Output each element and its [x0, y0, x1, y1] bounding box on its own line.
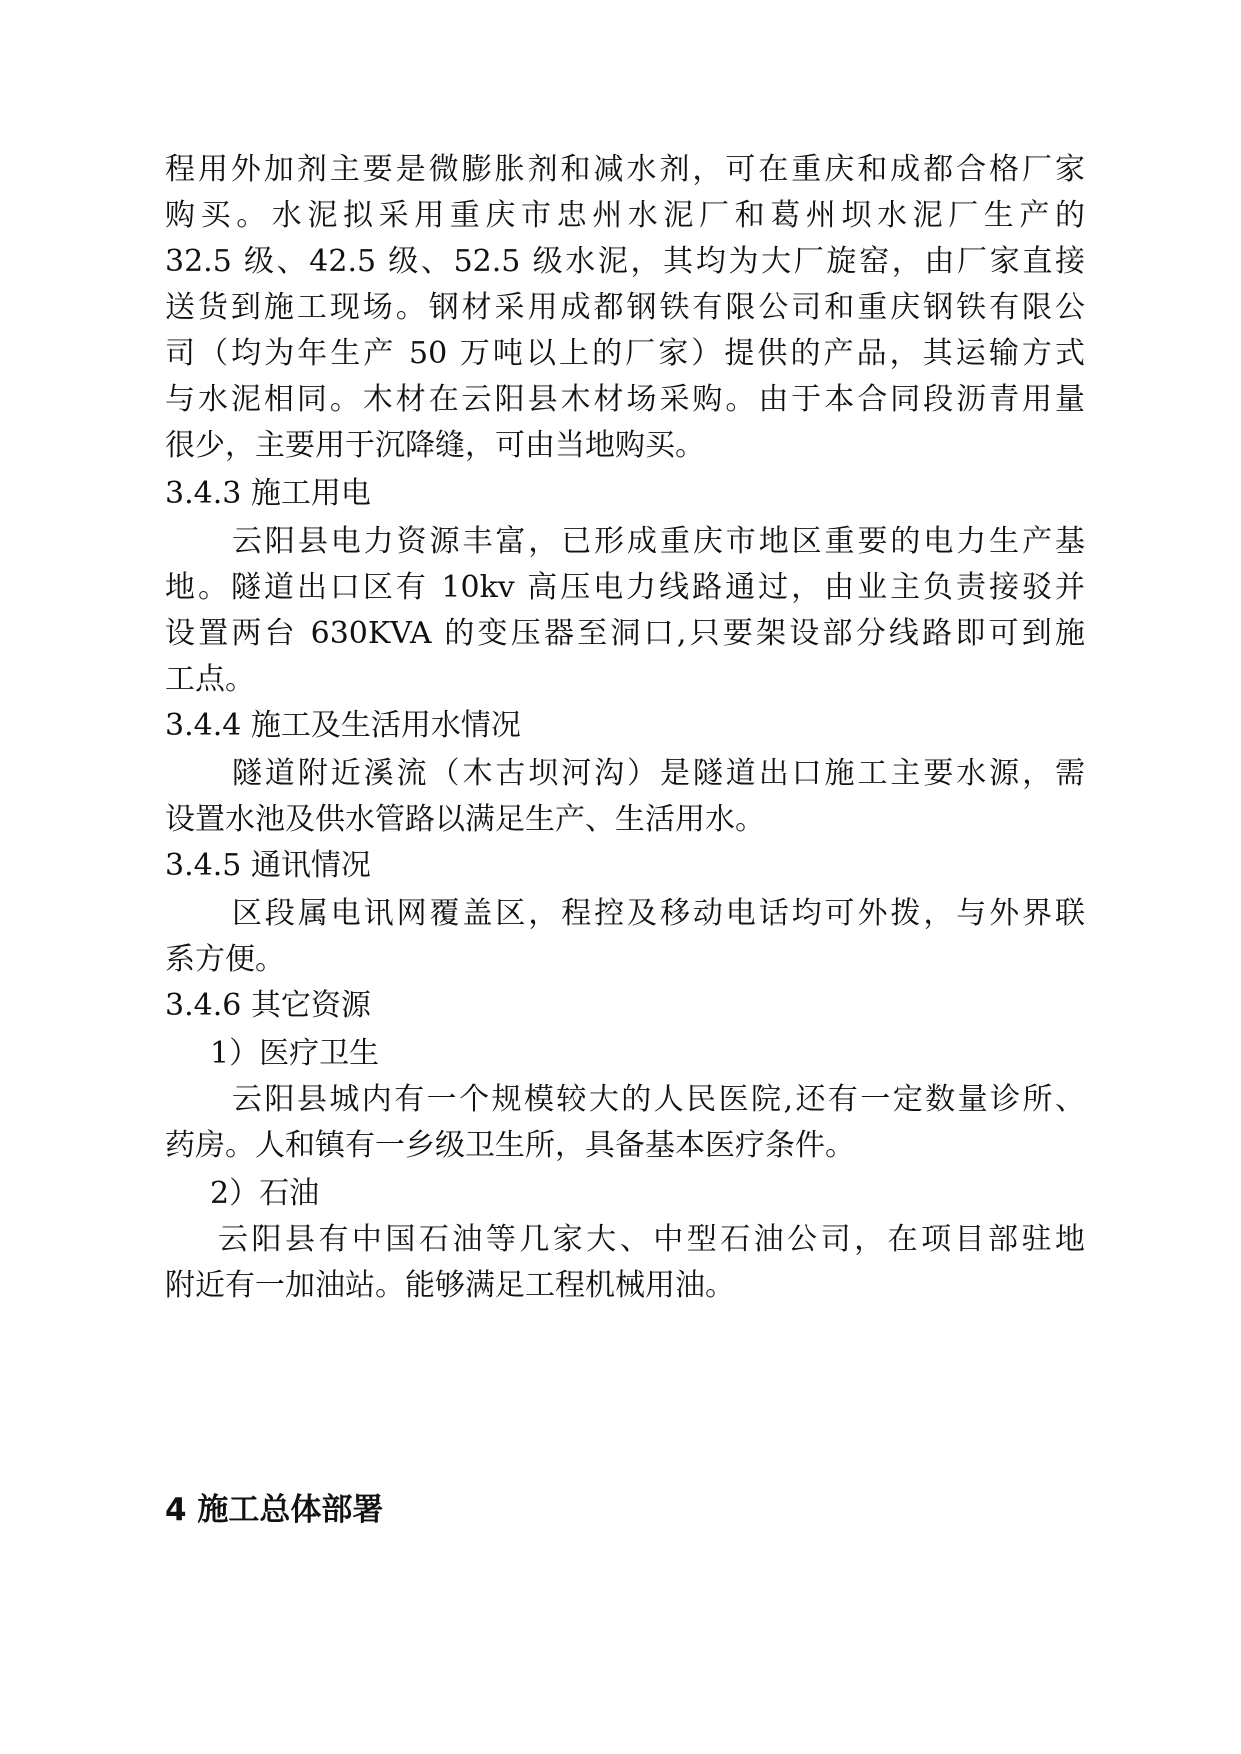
chapter-heading: 4 施工总体部署: [165, 1492, 384, 1528]
paragraph-line: 送货到施工现场。钢材采用成都钢铁有限公司和重庆钢铁有限公: [165, 290, 1085, 325]
paragraph-line: 隧道附近溪流（木古坝河沟）是隧道出口施工主要水源，需: [232, 756, 1085, 791]
paragraph-line: 云阳县有中国石油等几家大、中型石油公司，在项目部驻地: [218, 1222, 1085, 1257]
paragraph-line: 程用外加剂主要是微膨胀剂和减水剂，可在重庆和成都合格厂家: [165, 152, 1085, 187]
section-heading-3-4-5: 3.4.5 通讯情况: [165, 848, 371, 883]
paragraph-line: 购买。水泥拟采用重庆市忠州水泥厂和葛州坝水泥厂生产的: [165, 198, 1085, 233]
paragraph-line: 地。隧道出口区有 10kv 高压电力线路通过，由业主负责接驳并: [165, 570, 1085, 605]
paragraph-line: 附近有一加油站。能够满足工程机械用油。: [165, 1268, 735, 1303]
section-heading-3-4-4: 3.4.4 施工及生活用水情况: [165, 708, 521, 743]
paragraph-line: 系方便。: [165, 942, 285, 977]
section-heading-3-4-3: 3.4.3 施工用电: [165, 476, 371, 511]
paragraph-line: 很少，主要用于沉降缝，可由当地购买。: [165, 428, 705, 463]
paragraph-line: 云阳县城内有一个规模较大的人民医院,还有一定数量诊所、: [232, 1082, 1085, 1117]
list-item-heading: 1）医疗卫生: [210, 1036, 380, 1071]
paragraph-line: 云阳县电力资源丰富，已形成重庆市地区重要的电力生产基: [232, 524, 1085, 559]
paragraph-line: 32.5 级、42.5 级、52.5 级水泥，其均为大厂旋窑，由厂家直接: [165, 244, 1085, 279]
paragraph-line: 工点。: [165, 662, 255, 697]
list-item-heading: 2）石油: [210, 1176, 320, 1211]
section-heading-3-4-6: 3.4.6 其它资源: [165, 988, 371, 1023]
paragraph-line: 设置两台 630KVA 的变压器至洞口,只要架设部分线路即可到施: [165, 616, 1085, 651]
paragraph-line: 区段属电讯网覆盖区，程控及移动电话均可外拨，与外界联: [232, 896, 1085, 931]
paragraph-line: 设置水池及供水管路以满足生产、生活用水。: [165, 802, 765, 837]
paragraph-line: 与水泥相同。木材在云阳县木材场采购。由于本合同段沥青用量: [165, 382, 1085, 417]
paragraph-line: 司（均为年生产 50 万吨以上的厂家）提供的产品，其运输方式: [165, 336, 1085, 371]
paragraph-line: 药房。人和镇有一乡级卫生所，具备基本医疗条件。: [165, 1128, 855, 1163]
